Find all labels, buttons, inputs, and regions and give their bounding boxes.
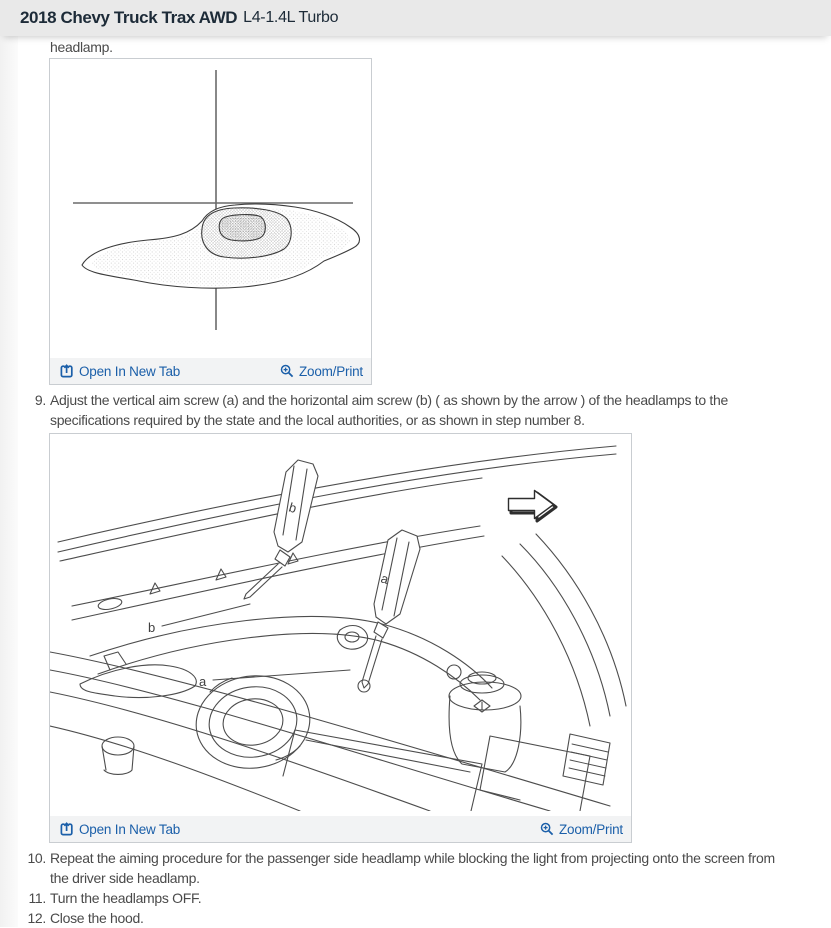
magnifier-plus-icon [280, 364, 294, 378]
step-item [24, 848, 831, 888]
open-in-new-tab-link[interactable] [60, 364, 180, 379]
hood-line [58, 446, 616, 542]
step-number: 10. [27, 850, 46, 866]
relay-block-hatch [569, 744, 608, 776]
step-number: 11. [28, 890, 46, 906]
zoom-print-label: Zoom/Print [558, 821, 623, 837]
fender-line [520, 544, 610, 716]
aim-screws-figure [50, 434, 631, 816]
frame-rail [50, 670, 550, 811]
battery-tray-line [306, 740, 470, 772]
frame-rail [50, 726, 300, 811]
steps-before-figure [24, 390, 831, 430]
label-a-text: a [199, 674, 207, 689]
page-header [0, 0, 831, 36]
zoom-print-label: Zoom/Print [298, 363, 363, 379]
beam-pattern-figure [50, 59, 371, 358]
screwdriver-a-letter: a [379, 570, 391, 587]
support-bar [98, 634, 480, 700]
reservoir-neck [447, 665, 461, 679]
open-in-new-tab-icon [60, 364, 74, 378]
step-number: 12. [27, 910, 46, 926]
article-content [0, 36, 831, 928]
steps-after-figure [24, 848, 831, 928]
vehicle-subtitle: L4-1.4L Turbo [243, 9, 339, 26]
label-a-leader [213, 670, 350, 680]
intro-text-fragment: headlamp. [50, 39, 113, 55]
cowl-rail [72, 536, 484, 620]
vehicle-title: 2018 Chevy Truck Trax AWD [20, 8, 238, 27]
magnifier-plus-icon [540, 822, 554, 836]
reservoir-top [449, 682, 521, 710]
fender-line [502, 556, 590, 726]
open-in-new-tab-link[interactable] [60, 822, 180, 837]
label-b-text: b [148, 620, 156, 635]
aim-screw-a-head [358, 680, 370, 692]
zoom-print-link[interactable] [540, 822, 623, 837]
side-tray [480, 736, 590, 811]
step-item [24, 390, 831, 430]
step-text: Turn the headlamps OFF. [50, 890, 202, 906]
aim-screw-b-head [345, 632, 359, 642]
figure-footer [50, 816, 631, 842]
step-number: 9. [34, 392, 46, 408]
step-item [24, 888, 831, 908]
open-in-new-tab-icon [60, 822, 74, 836]
small-cylinder-body [102, 746, 134, 774]
step-text: Adjust the vertical aim screw (a) and the horizontal aim screw (b) ( as shown by the arrow ) of the headlamps to the specifications required by the state and the local authorities, or as shown in step number 8. [50, 392, 728, 428]
frame-rail [50, 652, 610, 806]
beam-inner-hotspot [219, 215, 265, 241]
frame-rail [50, 692, 430, 811]
battery-tray [283, 730, 482, 811]
open-in-new-tab-label: Open In New Tab [79, 363, 181, 379]
step-item [24, 908, 831, 928]
label-b-leader [162, 604, 250, 626]
figure-footer [50, 358, 371, 384]
step-text: Close the hood. [50, 910, 144, 926]
step-text: Repeat the aiming procedure for the passenger side headlamp while blocking the light from projecting onto the screen from the driver side headlamp. [50, 850, 775, 886]
zoom-print-link[interactable] [280, 364, 363, 379]
open-in-new-tab-label: Open In New Tab [79, 821, 181, 837]
screwdriver-b-letter: b [287, 499, 299, 516]
figure-panel-beam-pattern [49, 58, 372, 385]
small-cylinder [102, 737, 134, 755]
figure-panel-aim-screws [49, 433, 632, 843]
